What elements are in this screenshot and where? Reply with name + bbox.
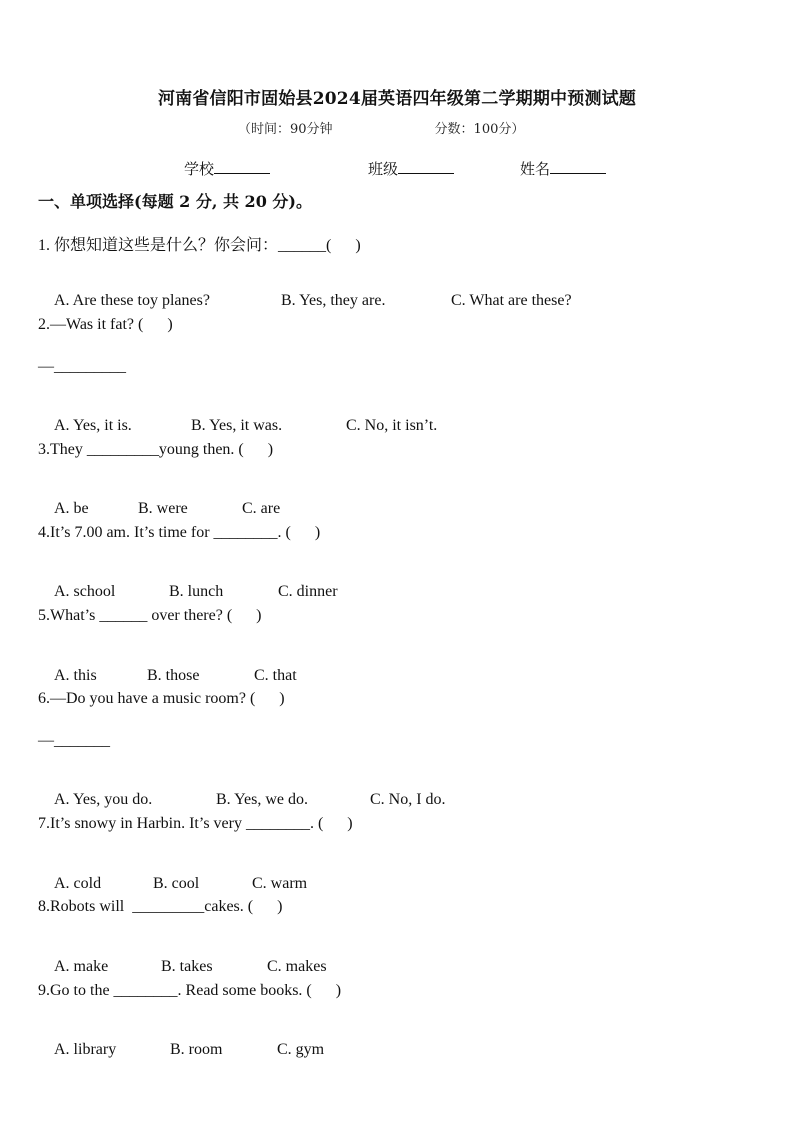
option-b[interactable]: B. were <box>138 500 188 517</box>
option-c[interactable]: C. makes <box>267 958 327 975</box>
name-label: 姓名 <box>520 160 551 178</box>
option-b[interactable]: B. Yes, they are. <box>281 292 386 309</box>
total-score: 分数：100分） <box>434 122 525 137</box>
option-a[interactable]: A. Yes, it is. <box>54 417 132 434</box>
name-field <box>520 158 606 179</box>
option-b[interactable]: B. takes <box>161 958 213 975</box>
question-4: 4.It’s 7.00 am. It’s time for ________. ( ) <box>38 524 321 541</box>
class-blank[interactable] <box>398 159 454 174</box>
question-6: 6.—Do you have a music room? ( ) <box>38 690 285 707</box>
option-b[interactable]: B. those <box>147 667 200 684</box>
question-7: 7.It’s snowy in Harbin. It’s very ________. ( ) <box>38 815 353 832</box>
option-b[interactable]: B. room <box>170 1041 223 1058</box>
exam-meta <box>238 118 524 137</box>
option-a[interactable]: A. make <box>54 958 109 975</box>
option-c[interactable]: C. gym <box>277 1041 325 1058</box>
option-a[interactable]: A. cold <box>54 875 102 892</box>
option-b[interactable]: B. lunch <box>169 583 224 600</box>
option-a[interactable]: A. Are these toy planes? <box>54 292 210 309</box>
option-c[interactable]: C. No, it isn’t. <box>346 417 438 434</box>
option-c[interactable]: C. What are these? <box>451 292 572 309</box>
answer-line-2[interactable]: —_________ <box>38 358 126 375</box>
option-a[interactable]: A. Yes, you do. <box>54 791 153 808</box>
question-8: 8.Robots will _________cakes. ( ) <box>38 898 283 915</box>
school-blank[interactable] <box>214 159 270 174</box>
question-2: 2.—Was it fat? ( ) <box>38 316 173 333</box>
option-a[interactable]: A. this <box>54 667 97 684</box>
page-title: 河南省信阳市固始县2024届英语四年级第二学期期中预测试题 <box>157 89 637 109</box>
question-1: 1. 你想知道这些是什么？你会问：______( ) <box>38 237 361 254</box>
option-c[interactable]: C. No, I do. <box>370 791 446 808</box>
option-c[interactable]: C. that <box>254 667 297 684</box>
option-a[interactable]: A. be <box>54 500 89 517</box>
option-a[interactable]: A. school <box>54 583 116 600</box>
option-c[interactable]: C. are <box>242 500 281 517</box>
school-label: 学校 <box>184 160 215 178</box>
option-b[interactable]: B. cool <box>153 875 200 892</box>
options-9 <box>38 1023 324 1077</box>
question-3: 3.They _________young then. ( ) <box>38 441 274 458</box>
class-field <box>368 158 454 179</box>
question-9: 9.Go to the ________. Read some books. ( ) <box>38 982 342 999</box>
option-c[interactable]: C. dinner <box>278 583 338 600</box>
option-b[interactable]: B. Yes, we do. <box>216 791 309 808</box>
section-heading: 一、单项选择(每题 2 分, 共 20 分)。 <box>38 192 312 211</box>
option-c[interactable]: C. warm <box>252 875 308 892</box>
name-blank[interactable] <box>550 159 606 174</box>
time-limit: （时间：90分钟 <box>238 122 333 137</box>
school-field <box>184 158 270 179</box>
option-a[interactable]: A. library <box>54 1041 117 1058</box>
option-b[interactable]: B. Yes, it was. <box>191 417 283 434</box>
answer-line-6[interactable]: —_______ <box>38 732 110 749</box>
class-label: 班级 <box>368 160 399 178</box>
question-5: 5.What’s ______ over there? ( ) <box>38 607 262 624</box>
